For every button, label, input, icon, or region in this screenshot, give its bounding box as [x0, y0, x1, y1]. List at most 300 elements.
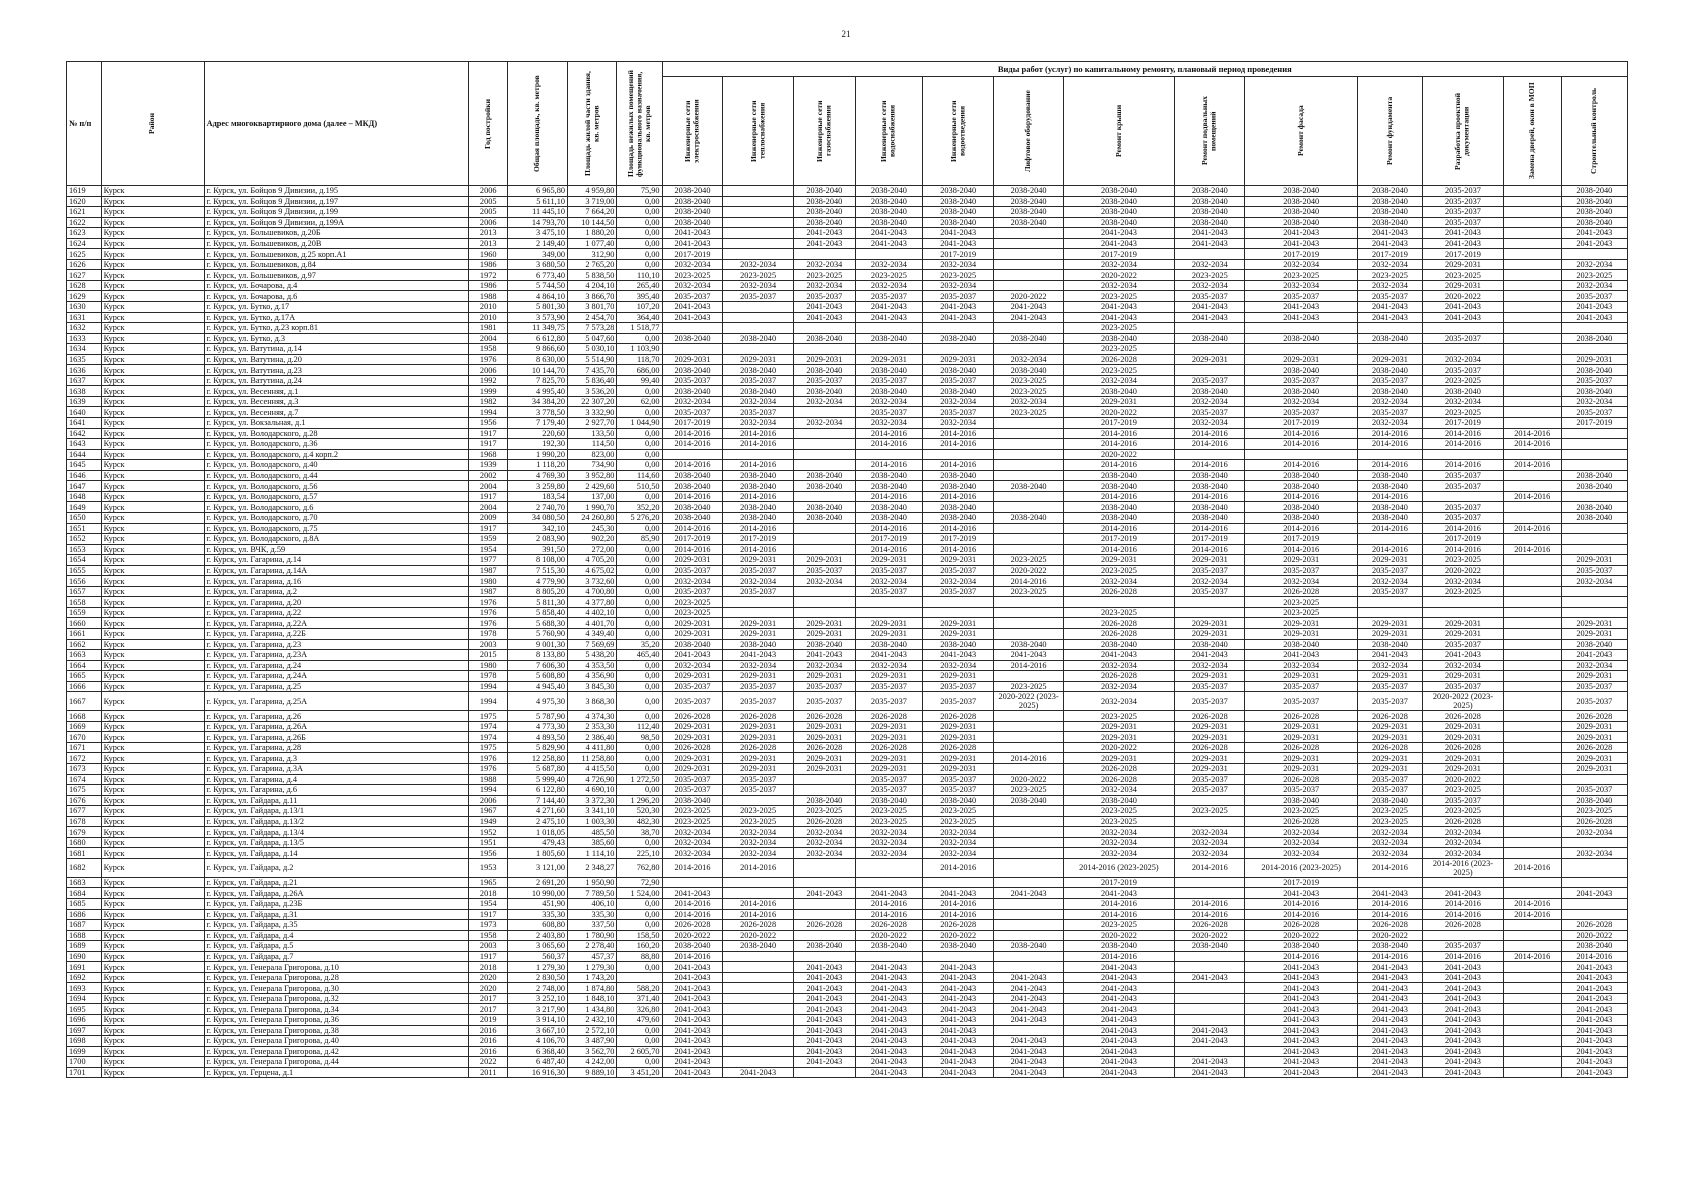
- nonresidential-area-cell: 0,00: [617, 217, 662, 228]
- design-docs-period-cell: 2041-2043: [1423, 1046, 1504, 1057]
- address-cell: г. Курск, ул. Гайдара, д.4: [204, 930, 469, 941]
- col-header-district-text: Район: [147, 113, 157, 134]
- foundation-period-cell: 2032-2034: [1357, 280, 1422, 291]
- nonresidential-area-cell: 0,00: [617, 249, 662, 260]
- heating-period-cell: 2032-2034: [723, 827, 793, 838]
- electricity-period-cell: 2017-2019: [662, 418, 723, 429]
- heating-period-cell: [723, 1057, 793, 1068]
- heating-period-cell: [723, 1015, 793, 1026]
- total-area-cell: 8 805,20: [508, 586, 568, 597]
- col-header-facade: [1245, 77, 1357, 186]
- facade-period-cell: 2014-2016 (2023-2025): [1245, 858, 1357, 877]
- foundation-period-cell: 2032-2034: [1357, 660, 1422, 671]
- roof-period-cell: 2026-2028: [1063, 763, 1174, 774]
- col-header-construction-control-text: Строительный контроль: [1589, 87, 1599, 175]
- construction-control-period-cell: 2029-2031: [1561, 555, 1627, 566]
- nonresidential-area-cell: 0,00: [617, 407, 662, 418]
- sewerage-period-cell: 2014-2016: [923, 909, 994, 920]
- heating-period-cell: 2035-2037: [723, 375, 793, 386]
- gas-period-cell: [793, 491, 855, 502]
- living-area-cell: 133,50: [568, 428, 617, 439]
- living-area-cell: 245,30: [568, 523, 617, 534]
- design-docs-period-cell: 2026-2028: [1423, 742, 1504, 753]
- sewerage-period-cell: 2038-2040: [923, 333, 994, 344]
- table-row: [67, 607, 1628, 618]
- nonresidential-area-cell: 0,00: [617, 711, 662, 722]
- table-row: [67, 555, 1628, 566]
- roof-period-cell: 2032-2034: [1063, 259, 1174, 270]
- district-cell: Курск: [101, 418, 204, 429]
- facade-period-cell: 2035-2037: [1245, 291, 1357, 302]
- construction-control-period-cell: 2035-2037: [1561, 291, 1627, 302]
- construction-control-period-cell: 2035-2037: [1561, 681, 1627, 692]
- district-cell: Курск: [101, 1067, 204, 1078]
- address-cell: г. Курск, ул. Володарского, д.8А: [204, 534, 469, 545]
- electricity-period-cell: 2041-2043: [662, 1015, 723, 1026]
- nonresidential-area-cell: 225,10: [617, 848, 662, 859]
- water-supply-period-cell: 2032-2034: [855, 660, 922, 671]
- gas-period-cell: 2035-2037: [793, 692, 855, 711]
- total-area-cell: 4 995,40: [508, 386, 568, 397]
- living-area-cell: 11 258,80: [568, 753, 617, 764]
- district-cell: Курск: [101, 607, 204, 618]
- roof-period-cell: 2029-2031: [1063, 732, 1174, 743]
- address-cell: г. Курск, ул. Гагарина, д.6: [204, 785, 469, 796]
- foundation-period-cell: 2029-2031: [1357, 354, 1422, 365]
- living-area-cell: 3 719,00: [568, 196, 617, 207]
- basement-period-cell: 2041-2043: [1175, 1036, 1245, 1047]
- basement-period-cell: 2038-2040: [1175, 512, 1245, 523]
- heating-period-cell: 2038-2040: [723, 365, 793, 376]
- electricity-period-cell: 2035-2037: [662, 565, 723, 576]
- basement-period-cell: 2041-2043: [1175, 302, 1245, 313]
- foundation-period-cell: 2023-2025: [1357, 816, 1422, 827]
- doors-windows-period-cell: [1503, 333, 1561, 344]
- elevator-period-cell: [994, 962, 1063, 973]
- nonresidential-area-cell: 160,20: [617, 941, 662, 952]
- nonresidential-area-cell: 364,40: [617, 312, 662, 323]
- nonresidential-area-cell: 0,00: [617, 1057, 662, 1068]
- table-row: [67, 753, 1628, 764]
- construction-control-period-cell: 2035-2037: [1561, 565, 1627, 576]
- row-number-cell: 1675: [67, 785, 102, 796]
- construction-control-period-cell: 2038-2040: [1561, 196, 1627, 207]
- row-number-cell: 1663: [67, 650, 102, 661]
- basement-period-cell: 2038-2040: [1175, 941, 1245, 952]
- heating-period-cell: 2029-2031: [723, 732, 793, 743]
- nonresidential-area-cell: 0,00: [617, 899, 662, 910]
- electricity-period-cell: 2035-2037: [662, 375, 723, 386]
- address-cell: г. Курск, ул. Ватутина, д.23: [204, 365, 469, 376]
- nonresidential-area-cell: 0,00: [617, 228, 662, 239]
- nonresidential-area-cell: 1 103,90: [617, 344, 662, 355]
- nonresidential-area-cell: 75,90: [617, 186, 662, 197]
- total-area-cell: 5 811,30: [508, 597, 568, 608]
- electricity-period-cell: 2017-2019: [662, 534, 723, 545]
- district-cell: Курск: [101, 951, 204, 962]
- basement-period-cell: 2032-2034: [1175, 660, 1245, 671]
- electricity-period-cell: 2014-2016: [662, 951, 723, 962]
- nonresidential-area-cell: 158,50: [617, 930, 662, 941]
- sewerage-period-cell: 2026-2028: [923, 711, 994, 722]
- basement-period-cell: 2041-2043: [1175, 238, 1245, 249]
- elevator-period-cell: [994, 951, 1063, 962]
- construction-control-period-cell: 2038-2040: [1561, 639, 1627, 650]
- living-area-cell: 7 789,50: [568, 888, 617, 899]
- facade-period-cell: 2023-2025: [1245, 607, 1357, 618]
- build-year-cell: 1960: [469, 249, 508, 260]
- foundation-period-cell: [1357, 323, 1422, 334]
- build-year-cell: 1976: [469, 607, 508, 618]
- sewerage-period-cell: 2032-2034: [923, 396, 994, 407]
- heating-period-cell: 2038-2040: [723, 512, 793, 523]
- build-year-cell: 2016: [469, 1046, 508, 1057]
- roof-period-cell: 2014-2016: [1063, 544, 1174, 555]
- basement-period-cell: 2035-2037: [1175, 785, 1245, 796]
- construction-control-period-cell: 2029-2031: [1561, 763, 1627, 774]
- nonresidential-area-cell: 0,00: [617, 962, 662, 973]
- col-header-elevator: [994, 77, 1063, 186]
- nonresidential-area-cell: 0,00: [617, 1036, 662, 1047]
- basement-period-cell: [1175, 1046, 1245, 1057]
- foundation-period-cell: 2029-2031: [1357, 555, 1422, 566]
- design-docs-period-cell: 2041-2043: [1423, 983, 1504, 994]
- heating-period-cell: 2041-2043: [723, 650, 793, 661]
- build-year-cell: 1988: [469, 291, 508, 302]
- roof-period-cell: 2041-2043: [1063, 972, 1174, 983]
- doors-windows-period-cell: [1503, 375, 1561, 386]
- basement-period-cell: 2041-2043: [1175, 972, 1245, 983]
- gas-period-cell: 2029-2031: [793, 555, 855, 566]
- total-area-cell: 9 866,60: [508, 344, 568, 355]
- table-row: [67, 1046, 1628, 1057]
- construction-control-period-cell: 2023-2025: [1561, 806, 1627, 817]
- address-cell: г. Курск, ул. Гайдара, д.31: [204, 909, 469, 920]
- electricity-period-cell: 2041-2043: [662, 1025, 723, 1036]
- heating-period-cell: 2017-2019: [723, 534, 793, 545]
- living-area-cell: 1 279,30: [568, 962, 617, 973]
- gas-period-cell: 2029-2031: [793, 618, 855, 629]
- heating-period-cell: 2029-2031: [723, 618, 793, 629]
- doors-windows-period-cell: [1503, 1015, 1561, 1026]
- district-cell: Курск: [101, 1004, 204, 1015]
- col-header-construction-control: [1561, 77, 1627, 186]
- roof-period-cell: 2014-2016: [1063, 523, 1174, 534]
- design-docs-period-cell: 2023-2025: [1423, 555, 1504, 566]
- sewerage-period-cell: 2035-2037: [923, 586, 994, 597]
- address-cell: г. Курск, ул. Гагарина, д.22А: [204, 618, 469, 629]
- district-cell: Курск: [101, 711, 204, 722]
- foundation-period-cell: 2041-2043: [1357, 888, 1422, 899]
- build-year-cell: 1986: [469, 280, 508, 291]
- heating-period-cell: 2035-2037: [723, 291, 793, 302]
- total-area-cell: 4 779,90: [508, 576, 568, 587]
- nonresidential-area-cell: 0,00: [617, 207, 662, 218]
- water-supply-period-cell: 2038-2040: [855, 481, 922, 492]
- electricity-period-cell: 2041-2043: [662, 1057, 723, 1068]
- gas-period-cell: 2032-2034: [793, 660, 855, 671]
- water-supply-period-cell: 2038-2040: [855, 795, 922, 806]
- row-number-cell: 1701: [67, 1067, 102, 1078]
- build-year-cell: 1976: [469, 618, 508, 629]
- table-row: [67, 534, 1628, 545]
- construction-control-period-cell: 2038-2040: [1561, 333, 1627, 344]
- gas-period-cell: 2035-2037: [793, 681, 855, 692]
- heating-period-cell: 2029-2031: [723, 753, 793, 764]
- elevator-period-cell: [994, 544, 1063, 555]
- facade-period-cell: 2041-2043: [1245, 312, 1357, 323]
- foundation-period-cell: 2026-2028: [1357, 920, 1422, 931]
- col-header-water-supply-text: Инженерные сети водоснабжения: [879, 100, 897, 162]
- roof-period-cell: 2020-2022: [1063, 407, 1174, 418]
- foundation-period-cell: 2035-2037: [1357, 565, 1422, 576]
- sewerage-period-cell: 2041-2043: [923, 1057, 994, 1068]
- row-number-cell: 1693: [67, 983, 102, 994]
- sewerage-period-cell: 2038-2040: [923, 639, 994, 650]
- elevator-period-cell: 2023-2025: [994, 386, 1063, 397]
- roof-period-cell: 2014-2016: [1063, 428, 1174, 439]
- facade-period-cell: 2023-2025: [1245, 597, 1357, 608]
- gas-period-cell: 2038-2040: [793, 196, 855, 207]
- doors-windows-period-cell: [1503, 628, 1561, 639]
- table-row: [67, 576, 1628, 587]
- build-year-cell: 1974: [469, 732, 508, 743]
- district-cell: Курск: [101, 1015, 204, 1026]
- roof-period-cell: 2029-2031: [1063, 721, 1174, 732]
- table-row: [67, 1036, 1628, 1047]
- facade-period-cell: 2032-2034: [1245, 827, 1357, 838]
- address-cell: г. Курск, ул. Гайдара, д.13/5: [204, 837, 469, 848]
- basement-period-cell: [1175, 1015, 1245, 1026]
- basement-period-cell: 2032-2034: [1175, 396, 1245, 407]
- design-docs-period-cell: 2041-2043: [1423, 302, 1504, 313]
- row-number-cell: 1635: [67, 354, 102, 365]
- sewerage-period-cell: 2026-2028: [923, 920, 994, 931]
- build-year-cell: 2009: [469, 512, 508, 523]
- design-docs-period-cell: 2035-2037: [1423, 186, 1504, 197]
- electricity-period-cell: 2026-2028: [662, 742, 723, 753]
- design-docs-period-cell: 2038-2040: [1423, 386, 1504, 397]
- table-row: [67, 407, 1628, 418]
- sewerage-period-cell: 2038-2040: [923, 386, 994, 397]
- heating-period-cell: [723, 196, 793, 207]
- roof-period-cell: 2020-2022: [1063, 270, 1174, 281]
- roof-period-cell: 2014-2016: [1063, 460, 1174, 471]
- foundation-period-cell: 2038-2040: [1357, 217, 1422, 228]
- doors-windows-period-cell: [1503, 742, 1561, 753]
- total-area-cell: 6 965,80: [508, 186, 568, 197]
- table-row: [67, 207, 1628, 218]
- construction-control-period-cell: [1561, 439, 1627, 450]
- table-row: [67, 888, 1628, 899]
- build-year-cell: 1976: [469, 354, 508, 365]
- heating-period-cell: 2041-2043: [723, 1067, 793, 1078]
- water-supply-period-cell: 2035-2037: [855, 774, 922, 785]
- facade-period-cell: 2032-2034: [1245, 848, 1357, 859]
- design-docs-period-cell: [1423, 877, 1504, 888]
- address-cell: г. Курск, ул. Володарского, д.28: [204, 428, 469, 439]
- col-header-living-area-text: Площадь жилой части здания, кв. метров: [582, 71, 601, 176]
- living-area-cell: 1 874,80: [568, 983, 617, 994]
- elevator-period-cell: [994, 848, 1063, 859]
- elevator-period-cell: 2038-2040: [994, 207, 1063, 218]
- total-area-cell: 2 083,90: [508, 534, 568, 545]
- basement-period-cell: 2035-2037: [1175, 565, 1245, 576]
- address-cell: г. Курск, ул. Бойцов 9 Дивизии, д.199: [204, 207, 469, 218]
- total-area-cell: 5 744,50: [508, 280, 568, 291]
- table-row: [67, 848, 1628, 859]
- row-number-cell: 1669: [67, 721, 102, 732]
- design-docs-period-cell: 2020-2022: [1423, 565, 1504, 576]
- elevator-period-cell: 2023-2025: [994, 681, 1063, 692]
- col-header-roof: [1063, 77, 1174, 186]
- build-year-cell: 1954: [469, 899, 508, 910]
- elevator-period-cell: 2041-2043: [994, 1067, 1063, 1078]
- row-number-cell: 1651: [67, 523, 102, 534]
- total-area-cell: 220,60: [508, 428, 568, 439]
- foundation-period-cell: 2041-2043: [1357, 1036, 1422, 1047]
- foundation-period-cell: 2038-2040: [1357, 470, 1422, 481]
- facade-period-cell: 2014-2016: [1245, 460, 1357, 471]
- roof-period-cell: 2020-2022: [1063, 930, 1174, 941]
- table-row: [67, 639, 1628, 650]
- address-cell: г. Курск, ул. Гагарина, д.25А: [204, 692, 469, 711]
- doors-windows-period-cell: [1503, 280, 1561, 291]
- construction-control-period-cell: 2017-2019: [1561, 418, 1627, 429]
- roof-period-cell: 2038-2040: [1063, 207, 1174, 218]
- living-area-cell: 10 144,50: [568, 217, 617, 228]
- sewerage-period-cell: 2038-2040: [923, 196, 994, 207]
- water-supply-period-cell: 2041-2043: [855, 1015, 922, 1026]
- address-cell: г. Курск, ул. Генерала Григорова, д.32: [204, 993, 469, 1004]
- gas-period-cell: [793, 597, 855, 608]
- living-area-cell: 24 260,80: [568, 512, 617, 523]
- electricity-period-cell: 2041-2043: [662, 1036, 723, 1047]
- district-cell: Курск: [101, 512, 204, 523]
- table-row: [67, 650, 1628, 661]
- facade-period-cell: 2038-2040: [1245, 512, 1357, 523]
- sewerage-period-cell: [923, 877, 994, 888]
- doors-windows-period-cell: [1503, 302, 1561, 313]
- total-area-cell: 1 018,05: [508, 827, 568, 838]
- row-number-cell: 1624: [67, 238, 102, 249]
- nonresidential-area-cell: 0,00: [617, 1025, 662, 1036]
- doors-windows-period-cell: [1503, 962, 1561, 973]
- construction-control-period-cell: 2035-2037: [1561, 785, 1627, 796]
- address-cell: г. Курск, ул. Гайдара, д.11: [204, 795, 469, 806]
- facade-period-cell: 2026-2028: [1245, 774, 1357, 785]
- build-year-cell: 1917: [469, 523, 508, 534]
- nonresidential-area-cell: 479,60: [617, 1015, 662, 1026]
- sewerage-period-cell: 2041-2043: [923, 312, 994, 323]
- address-cell: г. Курск, ул. Ватутина, д.20: [204, 354, 469, 365]
- address-cell: г. Курск, ул. Генерала Григорова, д.34: [204, 1004, 469, 1015]
- row-number-cell: 1621: [67, 207, 102, 218]
- sewerage-period-cell: 2014-2016: [923, 439, 994, 450]
- design-docs-period-cell: 2035-2037: [1423, 217, 1504, 228]
- foundation-period-cell: 2038-2040: [1357, 481, 1422, 492]
- sewerage-period-cell: 2017-2019: [923, 249, 994, 260]
- row-number-cell: 1657: [67, 586, 102, 597]
- nonresidential-area-cell: 35,20: [617, 639, 662, 650]
- electricity-period-cell: 2032-2034: [662, 660, 723, 671]
- electricity-period-cell: 2038-2040: [662, 207, 723, 218]
- table-row: [67, 333, 1628, 344]
- roof-period-cell: 2023-2025: [1063, 816, 1174, 827]
- address-cell: г. Курск, ул. Гайдара, д.5: [204, 941, 469, 952]
- construction-control-period-cell: 2041-2043: [1561, 972, 1627, 983]
- foundation-period-cell: 2041-2043: [1357, 993, 1422, 1004]
- basement-period-cell: 2038-2040: [1175, 470, 1245, 481]
- roof-period-cell: 2038-2040: [1063, 502, 1174, 513]
- address-cell: г. Курск, ул. Гайдара, д.7: [204, 951, 469, 962]
- facade-period-cell: 2032-2034: [1245, 280, 1357, 291]
- construction-control-period-cell: 2032-2034: [1561, 259, 1627, 270]
- gas-period-cell: 2026-2028: [793, 711, 855, 722]
- facade-period-cell: 2041-2043: [1245, 972, 1357, 983]
- total-area-cell: 1 118,20: [508, 460, 568, 471]
- heating-period-cell: 2035-2037: [723, 586, 793, 597]
- living-area-cell: 485,50: [568, 827, 617, 838]
- foundation-period-cell: 2035-2037: [1357, 407, 1422, 418]
- build-year-cell: 1952: [469, 827, 508, 838]
- facade-period-cell: 2017-2019: [1245, 877, 1357, 888]
- nonresidential-area-cell: 0,00: [617, 439, 662, 450]
- basement-period-cell: 2029-2031: [1175, 732, 1245, 743]
- address-cell: г. Курск, ул. Гайдара, д.14: [204, 848, 469, 859]
- district-cell: Курск: [101, 291, 204, 302]
- facade-period-cell: 2014-2016: [1245, 544, 1357, 555]
- roof-period-cell: 2041-2043: [1063, 238, 1174, 249]
- doors-windows-period-cell: [1503, 753, 1561, 764]
- total-area-cell: 391,50: [508, 544, 568, 555]
- basement-period-cell: 2035-2037: [1175, 692, 1245, 711]
- heating-period-cell: [723, 1025, 793, 1036]
- heating-period-cell: 2026-2028: [723, 742, 793, 753]
- facade-period-cell: 2038-2040: [1245, 365, 1357, 376]
- build-year-cell: 1978: [469, 671, 508, 682]
- address-cell: г. Курск, ул. Генерала Григорова, д.40: [204, 1036, 469, 1047]
- row-number-cell: 1676: [67, 795, 102, 806]
- basement-period-cell: [1175, 951, 1245, 962]
- total-area-cell: 451,90: [508, 899, 568, 910]
- address-cell: г. Курск, ул. Бойцов 9 Дивизии, д.195: [204, 186, 469, 197]
- nonresidential-area-cell: 326,80: [617, 1004, 662, 1015]
- row-number-cell: 1658: [67, 597, 102, 608]
- living-area-cell: 4 356,90: [568, 671, 617, 682]
- elevator-period-cell: [994, 439, 1063, 450]
- total-area-cell: 6 612,80: [508, 333, 568, 344]
- heating-period-cell: [723, 951, 793, 962]
- basement-period-cell: 2029-2031: [1175, 555, 1245, 566]
- gas-period-cell: 2041-2043: [793, 228, 855, 239]
- living-area-cell: 4 700,80: [568, 586, 617, 597]
- basement-period-cell: 2020-2022: [1175, 930, 1245, 941]
- gas-period-cell: 2038-2040: [793, 502, 855, 513]
- water-supply-period-cell: 2032-2034: [855, 280, 922, 291]
- row-number-cell: 1677: [67, 806, 102, 817]
- electricity-period-cell: 2014-2016: [662, 858, 723, 877]
- heating-period-cell: 2032-2034: [723, 418, 793, 429]
- foundation-period-cell: 2029-2031: [1357, 763, 1422, 774]
- gas-period-cell: 2026-2028: [793, 816, 855, 827]
- doors-windows-period-cell: [1503, 270, 1561, 281]
- col-header-address: Адрес многоквартирного дома (далее – МКД): [204, 62, 469, 186]
- electricity-period-cell: 2020-2022: [662, 930, 723, 941]
- sewerage-period-cell: 2029-2031: [923, 671, 994, 682]
- design-docs-period-cell: 2020-2022: [1423, 774, 1504, 785]
- district-cell: Курск: [101, 899, 204, 910]
